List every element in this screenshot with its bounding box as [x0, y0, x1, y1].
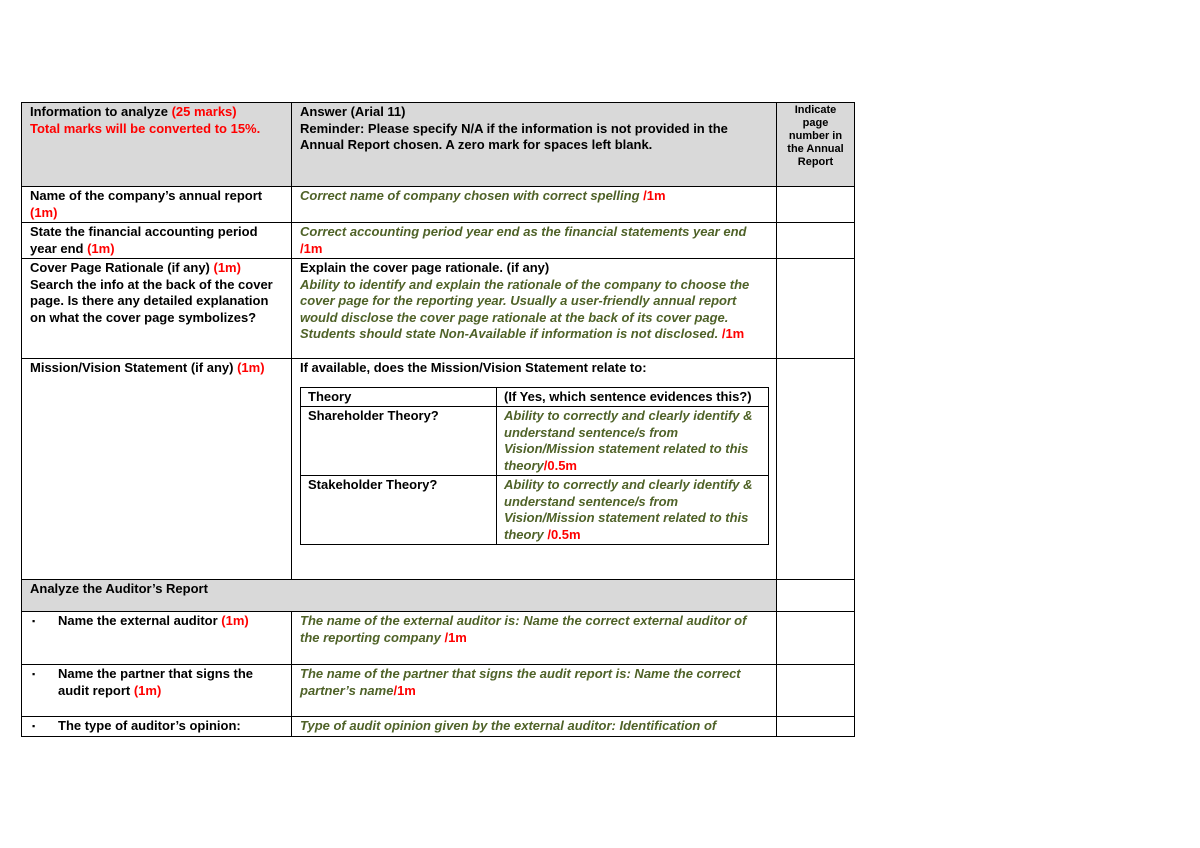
header-page-label: Indicate page number in the Annual Report	[787, 104, 844, 168]
shareholder-answer: Ability to correctly and clearly identify & understand sentence/s from Vision/Mission statement related to this theory	[504, 408, 753, 473]
period-marks: (1m)	[87, 240, 115, 256]
mission-label: Mission/Vision Statement (if any)	[30, 360, 238, 375]
external-auditor-marks: (1m)	[221, 613, 249, 628]
cover-page-cell[interactable]	[777, 259, 855, 359]
period-answer: Correct accounting period year end as the financial statements year end	[300, 224, 747, 239]
external-auditor-answer-cell	[292, 612, 777, 665]
mission-answer-cell	[292, 359, 777, 580]
partner-answer: The name of the partner that signs the audit report is: Name the correct partner’s name	[300, 666, 741, 698]
stakeholder-label: Stakeholder Theory?	[301, 476, 497, 545]
period-page-cell[interactable]	[777, 223, 855, 259]
stakeholder-answer-cell	[497, 476, 769, 545]
company-label-cell	[22, 187, 292, 223]
stakeholder-answer: Ability to correctly and clearly identify & understand sentence/s from Vision/Mission statement related to this theory	[504, 477, 753, 542]
company-label: Name of the company’s annual report	[30, 188, 263, 203]
company-answer-marks: /1m	[643, 188, 666, 203]
shareholder-marks: /0.5m	[543, 457, 577, 473]
header-page-cell	[777, 103, 855, 187]
company-answer-cell	[292, 187, 777, 223]
row-auditor-section	[22, 580, 855, 612]
cover-label-detail: Search the info at the back of the cover page. Is there any detailed explanation on what the cover page symbolizes?	[30, 276, 273, 325]
header-info-title: Information to analyze	[30, 104, 172, 119]
external-auditor-page-cell[interactable]	[777, 612, 855, 665]
cover-label-cell	[22, 259, 292, 359]
external-auditor-answer: The name of the external auditor is: Name the correct external auditor of the reporting company	[300, 613, 747, 645]
auditor-section-title: Analyze the Auditor’s Report	[22, 580, 777, 612]
row-external-auditor	[22, 612, 855, 665]
header-answer-cell	[292, 103, 777, 187]
row-accounting-period	[22, 223, 855, 259]
mission-page-cell[interactable]	[777, 359, 855, 580]
period-answer-cell	[292, 223, 777, 259]
header-answer-title: Answer (Arial 11)	[300, 104, 406, 119]
partner-answer-cell	[292, 665, 777, 717]
stakeholder-row	[301, 476, 769, 545]
shareholder-label: Shareholder Theory?	[301, 407, 497, 476]
external-auditor-answer-marks: /1m	[444, 629, 467, 645]
cover-answer-title: Explain the cover page rationale. (if any)	[300, 260, 550, 275]
stakeholder-marks: /0.5m	[547, 526, 581, 542]
row-partner	[22, 665, 855, 717]
bullet-icon: ▪	[32, 669, 36, 679]
period-label-cell	[22, 223, 292, 259]
cover-label: Cover Page Rationale (if any)	[30, 260, 214, 275]
mission-answer-title: If available, does the Mission/Vision Statement relate to:	[300, 360, 647, 375]
bullet-icon: ▪	[32, 721, 36, 731]
row-auditor-opinion	[22, 717, 855, 737]
cover-answer-cell	[292, 259, 777, 359]
opinion-answer: Type of audit opinion given by the external auditor: Identification of	[300, 718, 717, 733]
opinion-label: The type of auditor’s opinion:	[58, 718, 241, 733]
row-company-name	[22, 187, 855, 223]
assessment-table	[21, 102, 855, 737]
header-row	[22, 103, 855, 187]
header-info-note: Total marks will be converted to 15%.	[30, 120, 261, 136]
shareholder-answer-cell	[497, 407, 769, 476]
period-label: State the financial accounting period year end	[30, 224, 258, 256]
row-cover-page	[22, 259, 855, 359]
company-marks: (1m)	[30, 204, 58, 220]
auditor-section-page-cell[interactable]	[777, 580, 855, 612]
period-answer-marks: /1m	[300, 240, 323, 256]
external-auditor-label-cell	[22, 612, 292, 665]
cover-marks: (1m)	[213, 260, 241, 275]
opinion-page-cell[interactable]	[777, 717, 855, 737]
partner-marks: (1m)	[133, 682, 162, 698]
header-answer-note: Reminder: Please specify N/A if the information is not provided in the Annual Report chosen. A zero mark for spaces left blank.	[300, 120, 728, 152]
mission-marks: (1m)	[237, 360, 265, 375]
company-page-cell[interactable]	[777, 187, 855, 223]
partner-page-cell[interactable]	[777, 665, 855, 717]
theory-table	[300, 387, 769, 546]
partner-answer-marks: /1m	[393, 682, 416, 698]
cover-answer-marks: /1m	[721, 326, 745, 341]
header-info-marks: (25 marks)	[171, 104, 237, 119]
opinion-label-cell	[22, 717, 292, 737]
header-info-cell	[22, 103, 292, 187]
theory-header-row	[301, 387, 769, 407]
external-auditor-label: Name the external auditor	[58, 613, 222, 628]
partner-label: Name the partner that signs the audit report	[58, 666, 254, 698]
opinion-answer-cell	[292, 717, 777, 737]
evidence-header-cell: (If Yes, which sentence evidences this?)	[497, 387, 769, 407]
partner-label-cell	[22, 665, 292, 717]
shareholder-row	[301, 407, 769, 476]
mission-label-cell	[22, 359, 292, 580]
company-answer: Correct name of company chosen with correct spelling	[300, 188, 644, 203]
bullet-icon: ▪	[32, 616, 36, 626]
theory-header-cell: Theory	[301, 387, 497, 407]
cover-answer: Ability to identify and explain the rationale of the company to choose the cover page for the reporting year. Usually a user-friendly annual report would disclose the cover page rationale at the back of its cover page. Students should state Non-Available if information is not disclosed.	[300, 276, 750, 341]
row-mission-vision	[22, 359, 855, 580]
